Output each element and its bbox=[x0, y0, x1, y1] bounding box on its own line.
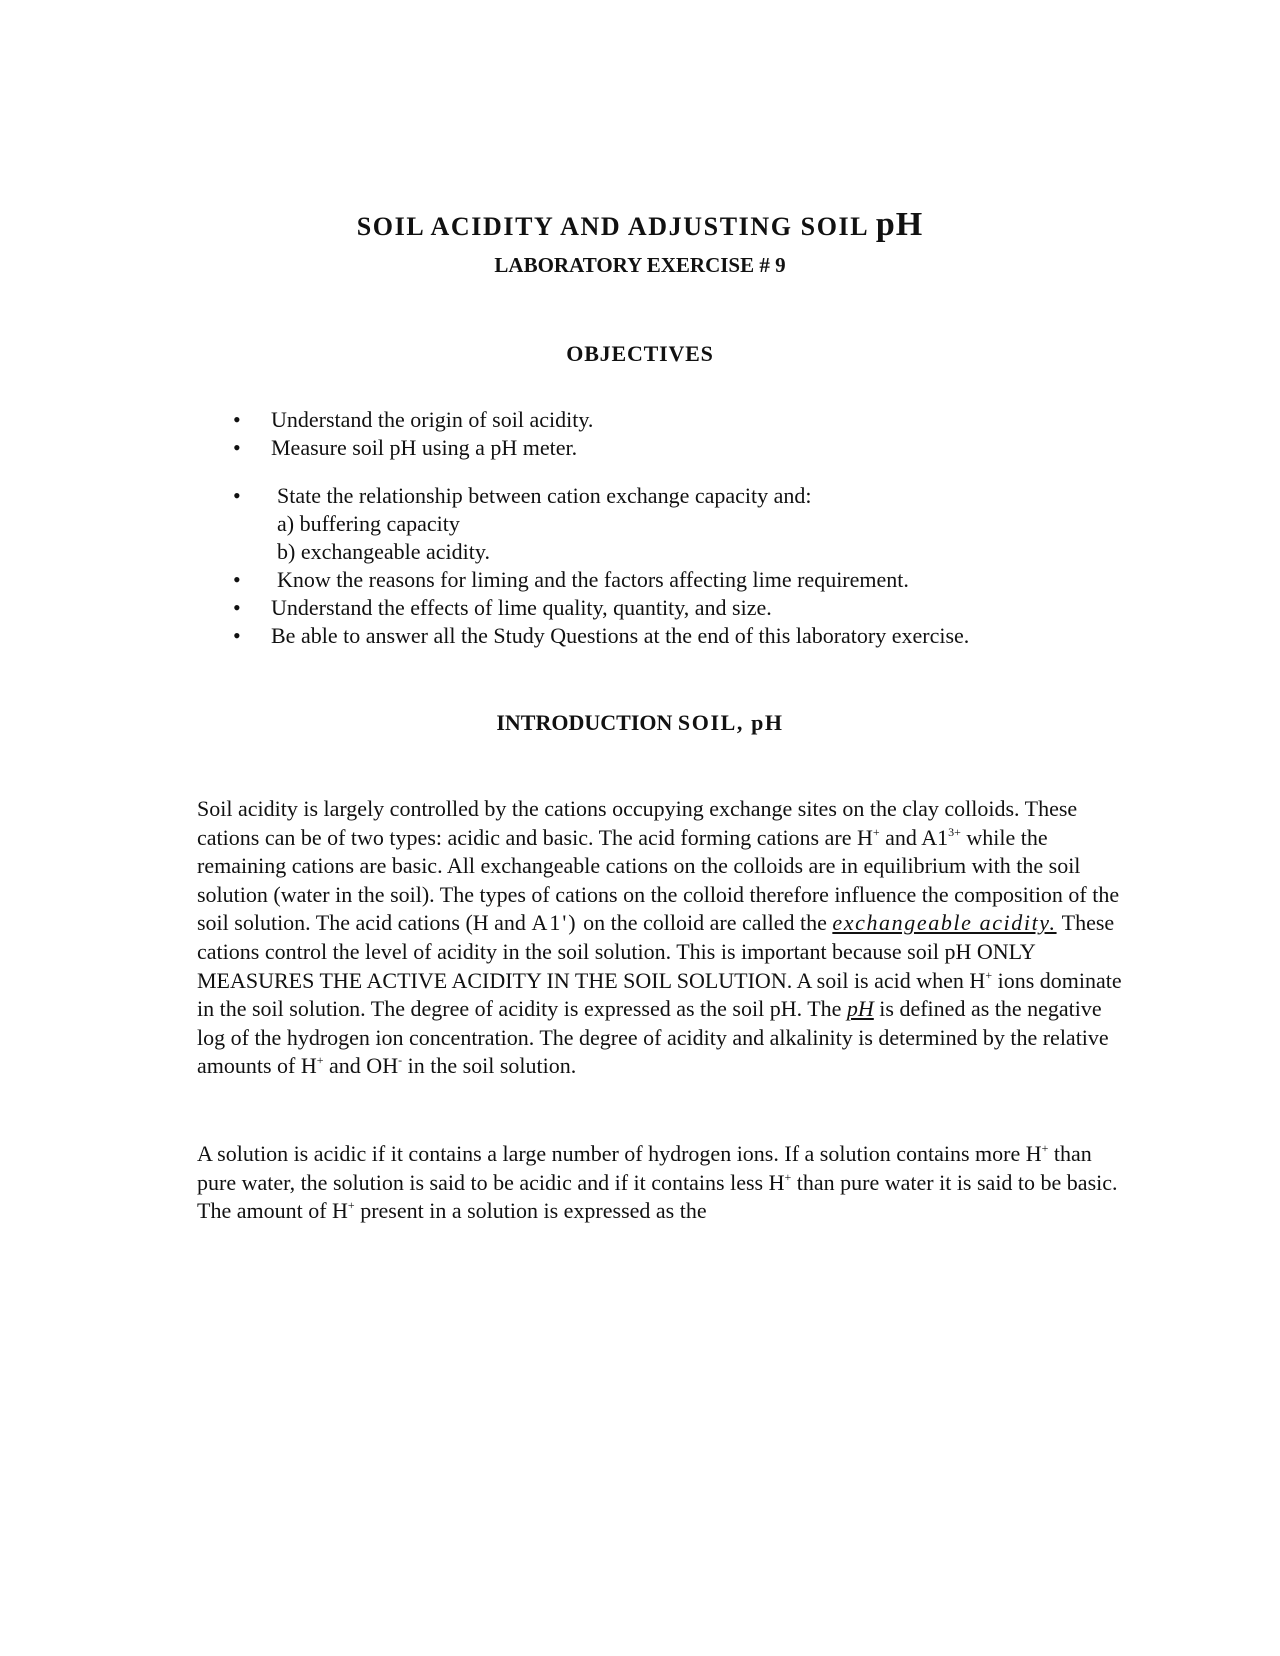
objective-item: • Understand the effects of lime quality, quantity, and size. bbox=[233, 595, 772, 620]
objective-subitem: b) exchangeable acidity. bbox=[277, 539, 490, 564]
objectives-list-1 bbox=[233, 406, 1153, 462]
objective-item: • Measure soil pH using a pH meter. bbox=[233, 435, 578, 460]
bullet-icon: • bbox=[233, 435, 241, 460]
title-ph: pH bbox=[875, 206, 924, 243]
title-text: SOIL ACIDITY AND ADJUSTING SOIL bbox=[356, 212, 868, 241]
document-subtitle: LABORATORY EXERCISE # 9 bbox=[494, 253, 786, 277]
term-ph: pH bbox=[846, 996, 874, 1022]
objective-item: • Know the reasons for liming and the factors affecting lime requirement. bbox=[233, 567, 909, 592]
introduction-heading: INTRODUCTION SOIL, pH bbox=[496, 710, 784, 735]
bullet-icon: • bbox=[233, 595, 241, 620]
bullet-icon: • bbox=[233, 407, 241, 432]
term-exchangeable-acidity: exchangeable acidity. bbox=[832, 910, 1057, 936]
objective-item: • State the relationship between cation exchange capacity and: a) buffering capacity b) exchangeable acidity. bbox=[233, 482, 1153, 566]
objectives-heading: OBJECTIVES bbox=[566, 341, 714, 366]
bullet-icon: • bbox=[233, 623, 241, 648]
intro-paragraph-2: A solution is acidic if it contains a large number of hydrogen ions. If a solution contains more H+ than pure water, the solution is said to be acidic and if it contains less H+ than pure water it is said to be basic. The amount of H+ present in a solution is expressed as the bbox=[197, 1141, 1118, 1224]
document-title bbox=[0, 206, 1280, 244]
bullet-icon: • bbox=[233, 483, 241, 508]
intro-paragraph-1: Soil acidity is largely controlled by the cations occupying exchange sites on the clay colloids. These cations can be of two types: acidic and basic. The acid forming cations are H+ and $A1^{3+}$ while the remaining cations are basic. All exchangeable cations on the colloids are in equilibrium with the soil solution (water in the soil). The types of cations on the colloid therefore influence the composition of the soil solution. The acid cations (H and A1') on the colloid are called the exchangeable acidity. These cations control the level of acidity in the soil solution. This is important because soil pH ONLY MEASURES THE ACTIVE ACIDITY IN THE SOIL SOLUTION. A soil is acid when H+ ions dominate in the soil solution. The degree of acidity is expressed as the soil pH. The pH is defined as the negative log of the hydrogen ion concentration. The degree of acidity and alkalinity is determined by the relative amounts of H+ and OH- in the soil solution. bbox=[197, 796, 1122, 1079]
objective-item: • Understand the origin of soil acidity. bbox=[233, 407, 594, 432]
objectives-list-2 bbox=[233, 482, 1153, 650]
bullet-icon: • bbox=[233, 567, 241, 592]
objective-subitem: a) buffering capacity bbox=[277, 511, 460, 536]
objective-item: • Be able to answer all the Study Questions at the end of this laboratory exercise. bbox=[233, 623, 970, 648]
